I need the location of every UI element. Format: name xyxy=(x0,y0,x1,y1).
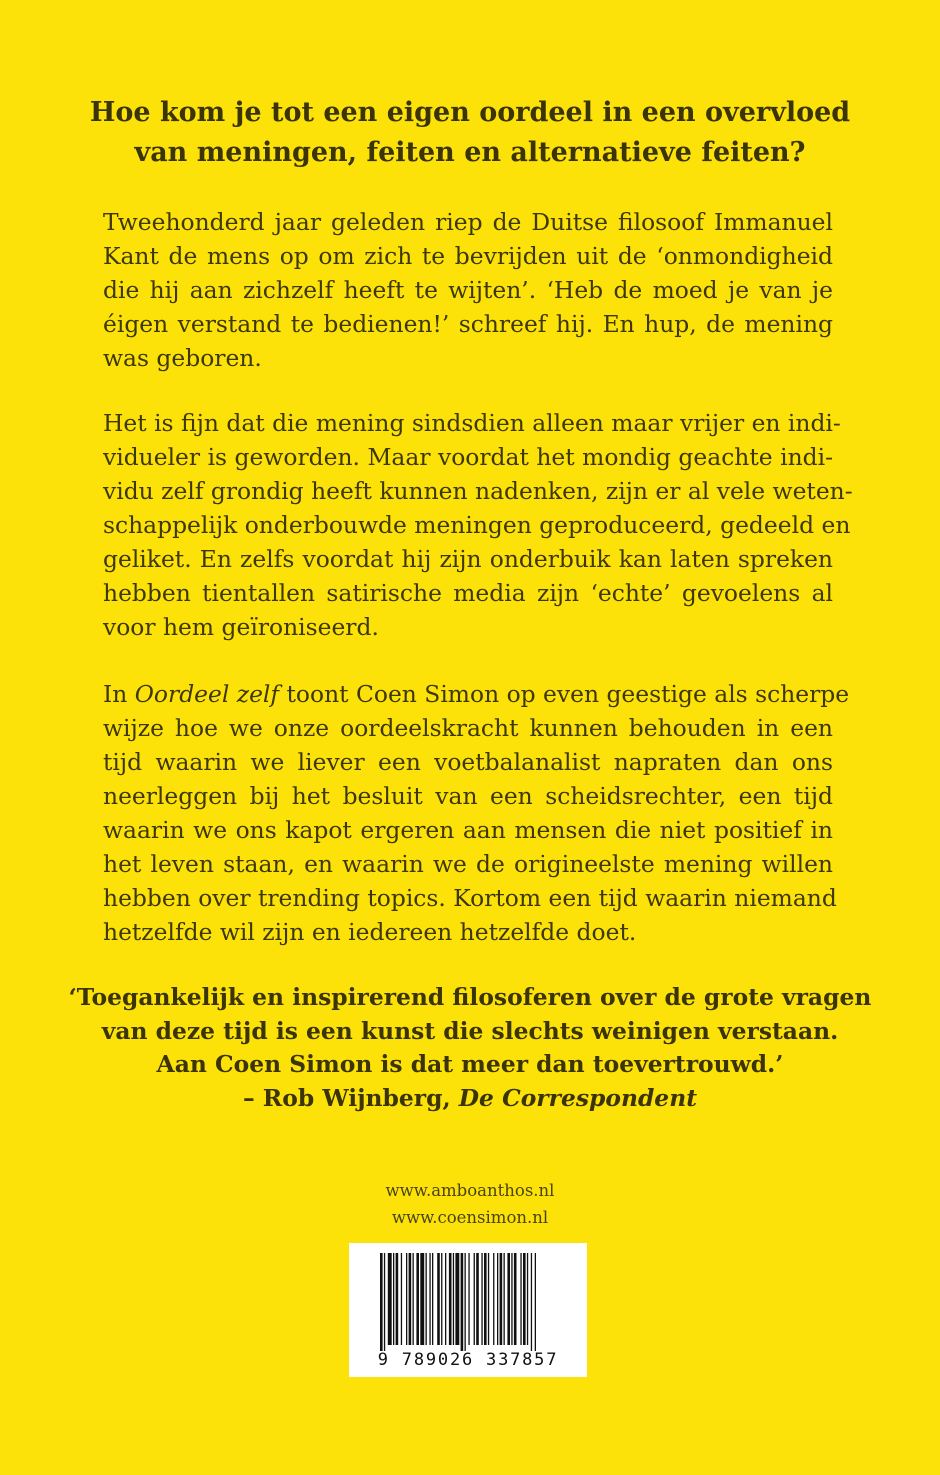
barcode-bar xyxy=(432,1253,433,1345)
barcode-bar xyxy=(401,1253,402,1345)
barcode-bar xyxy=(497,1253,498,1345)
barcode-bar xyxy=(406,1253,407,1345)
text-line: wijze hoe we onze oordeelskracht kunnen behouden in een xyxy=(103,714,833,742)
barcode-bar xyxy=(441,1253,442,1345)
barcode-bar xyxy=(416,1253,419,1345)
text-fragment: toont Coen Simon op even geestige als scherpe xyxy=(279,680,850,708)
barcode-bar xyxy=(455,1253,459,1345)
barcode-bar xyxy=(468,1253,469,1345)
text-line: vidu zelf grondig heeft kunnen nadenken, zijn er al vele weten- xyxy=(103,477,853,505)
barcode-bar xyxy=(504,1253,505,1345)
barcode-bar xyxy=(429,1253,430,1345)
barcode-bar xyxy=(409,1253,412,1345)
review-quote xyxy=(60,981,880,1115)
headline xyxy=(60,93,880,173)
publisher-url[interactable]: www.amboanthos.nl xyxy=(385,1181,555,1200)
quote-line: ‘Toegankelijk en inspirerend filosoferen over de grote vragen xyxy=(68,983,872,1011)
barcode-bar xyxy=(474,1253,475,1345)
barcode-bar xyxy=(488,1253,489,1345)
text-line: het leven staan, en waarin we de origineelste mening willen xyxy=(103,850,833,878)
text-line: waarin we ons kapot ergeren aan mensen die niet positief in xyxy=(103,816,833,844)
barcode-bar xyxy=(511,1253,512,1345)
quote-source: De Correspondent xyxy=(458,1083,698,1112)
text-line: tijd waarin we liever een voetbalanalist napraten dan ons xyxy=(103,748,833,776)
barcode-bar xyxy=(523,1253,526,1345)
text-line: Tweehonderd jaar geleden riep de Duitse filosoof Immanuel xyxy=(103,208,833,236)
barcode-bar xyxy=(445,1253,446,1345)
barcode-bar xyxy=(493,1253,494,1345)
barcode-bar xyxy=(500,1253,503,1345)
barcode-bar xyxy=(437,1253,440,1345)
quote-line: Aan Coen Simon is dat meer dan toevertrouwd.’ xyxy=(156,1050,784,1078)
book-title: Oordeel zelf xyxy=(134,680,280,708)
text-line: Het is fijn dat die mening sindsdien alleen maar vrijer en indi- xyxy=(103,409,841,437)
isbn-barcode xyxy=(349,1243,587,1377)
barcode-bar xyxy=(476,1253,479,1345)
barcode-bar xyxy=(484,1253,487,1345)
author-url[interactable]: www.coensimon.nl xyxy=(391,1208,549,1227)
barcode-bar xyxy=(514,1253,517,1345)
text-line: hebben tientallen satirische media zijn ‘echte’ gevoelens al xyxy=(103,579,833,607)
barcode-bar xyxy=(413,1253,414,1345)
barcode-bar xyxy=(461,1253,464,1351)
text-line: hetzelfde wil zijn en iedereen hetzelfde doet. xyxy=(103,918,637,946)
text-line: Kant de mens op om zich te bevrijden uit de ‘onmondigheid xyxy=(103,242,833,270)
quote-author: – Rob Wijnberg, xyxy=(242,1083,459,1112)
text-line: schappelijk onderbouwde meningen geproduceerd, gedeeld en xyxy=(103,511,851,539)
paragraph-opinion xyxy=(103,406,853,644)
text-line xyxy=(103,677,850,711)
barcode-bar xyxy=(520,1253,521,1345)
barcode-bar xyxy=(507,1253,510,1345)
text-line: vidueler is geworden. Maar voordat het mondig geachte indi- xyxy=(103,443,833,471)
barcode-bar xyxy=(396,1253,399,1345)
headline-line: Hoe kom je tot een eigen oordeel in een overvloed xyxy=(89,97,851,128)
barcode-bar xyxy=(453,1253,454,1345)
barcode-bar xyxy=(535,1253,536,1351)
barcode-bar xyxy=(388,1253,392,1345)
text-line: éigen verstand te bedienen!’ schreef hij. En hup, de mening xyxy=(103,310,833,338)
barcode-bar xyxy=(426,1253,427,1345)
text-line: hebben over trending topics. Kortom een tijd waarin niemand xyxy=(103,884,837,912)
barcode-bar xyxy=(393,1253,394,1345)
text-line: neerleggen bij het besluit van een scheidsrechter, een tijd xyxy=(103,782,833,810)
barcode-bar xyxy=(531,1253,532,1351)
isbn-number: 9 789026 337857 xyxy=(377,1350,559,1370)
barcode-bar xyxy=(384,1253,385,1351)
barcode-bar xyxy=(527,1253,528,1345)
text-line: voor hem geïroniseerd. xyxy=(103,613,379,641)
barcode-bar xyxy=(380,1253,383,1351)
text-fragment: In xyxy=(103,680,135,708)
text-line: was geboren. xyxy=(103,344,262,372)
text-line: die hij aan zichzelf heeft te wijten’. ‘Heb de moed je van je xyxy=(103,276,833,304)
barcode-bar xyxy=(481,1253,482,1345)
barcode-bar xyxy=(465,1253,466,1351)
quote-line: van deze tijd is een kunst die slechts weinigen verstaan. xyxy=(101,1016,839,1045)
quote-attribution xyxy=(60,1082,880,1116)
headline-line: van meningen, feiten en alternatieve feiten? xyxy=(134,137,806,168)
barcode-bar xyxy=(420,1253,424,1345)
barcode-bar xyxy=(449,1253,452,1345)
text-line: geliket. En zelfs voordat hij zijn onderbuik kan laten spreken xyxy=(103,545,833,573)
paragraph-intro xyxy=(103,205,833,375)
paragraph-book-summary xyxy=(103,677,850,949)
